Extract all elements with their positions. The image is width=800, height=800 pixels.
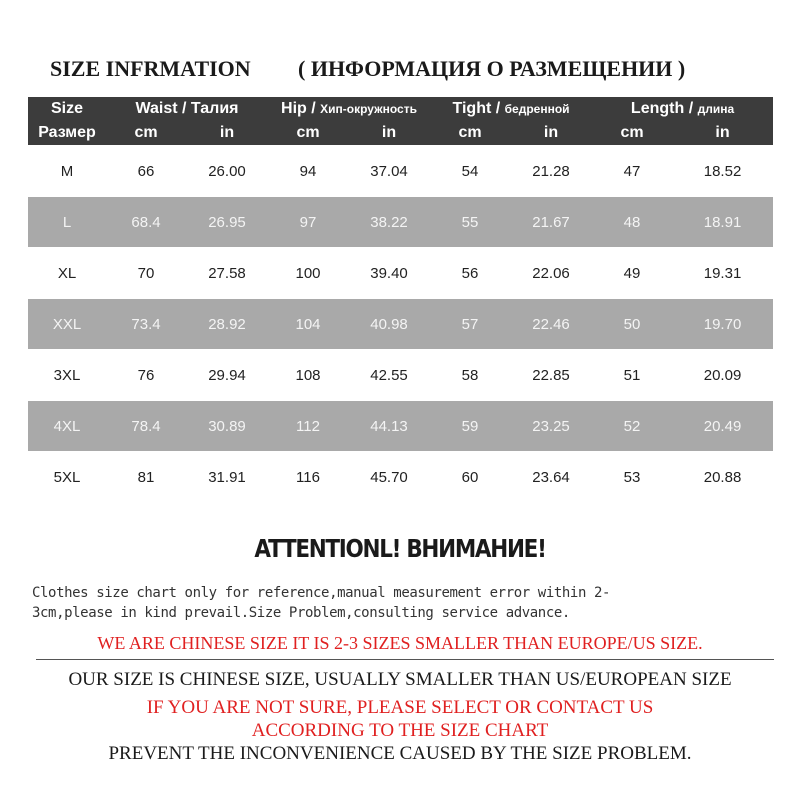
disclaimer-line: 3cm,please in kind prevail.Size Problem,consulting service advance. [32,605,570,621]
header-hip: Hip / Хип-окружность [268,97,430,121]
measurement-cell: 100 [268,248,348,299]
measurement-cell: 60 [430,452,510,503]
measurement-cell: 68.4 [106,197,186,248]
header-sub-cell: cm [430,121,510,146]
table-row [28,299,773,350]
measurement-cell: 28.92 [186,299,268,350]
measurement-cell: 94 [268,146,348,197]
table-row [28,248,773,299]
size-label-cell: M [28,146,106,197]
measurement-cell: 58 [430,350,510,401]
measurement-cell: 21.28 [510,146,592,197]
measurement-cell: 20.88 [672,452,773,503]
size-label-cell: XXL [28,299,106,350]
table-row [28,452,773,503]
size-chart-note: ACCORDING TO THE SIZE CHART [251,720,549,741]
measurement-cell: 97 [268,197,348,248]
measurement-cell: 104 [268,299,348,350]
measurement-cell: 108 [268,350,348,401]
size-label-cell: L [28,197,106,248]
measurement-cell: 27.58 [186,248,268,299]
measurement-cell: 44.13 [348,401,430,452]
measurement-cell: 76 [106,350,186,401]
measurement-cell: 18.52 [672,146,773,197]
measurement-cell: 56 [430,248,510,299]
measurement-cell: 37.04 [348,146,430,197]
table-row [28,350,773,401]
measurement-cell: 57 [430,299,510,350]
measurement-cell: 47 [592,146,672,197]
size-label-cell: XL [28,248,106,299]
measurement-cell: 38.22 [348,197,430,248]
table-row [28,401,773,452]
measurement-cell: 116 [268,452,348,503]
measurement-cell: 78.4 [106,401,186,452]
measurement-cell: 70 [106,248,186,299]
measurement-cell: 53 [592,452,672,503]
measurement-cell: 59 [430,401,510,452]
measurement-cell: 55 [430,197,510,248]
header-length: Length / длина [592,97,773,121]
measurement-cell: 112 [268,401,348,452]
title-russian: ( ИНФОРМАЦИЯ О РАЗМЕЩЕНИИ ) [298,56,686,81]
size-label-cell: 3XL [28,350,106,401]
measurement-cell: 49 [592,248,672,299]
divider [36,659,774,660]
disclaimer-line: Clothes size chart only for reference,manual measurement error within 2- [32,585,611,601]
measurement-cell: 29.94 [186,350,268,401]
header-sub-cell: in [348,121,430,146]
measurement-cell: 19.70 [672,299,773,350]
header-sub-cell: in [510,121,592,146]
measurement-cell: 22.46 [510,299,592,350]
attention-heading: ATTENTIONL! ВНИМАНИЕ! [254,534,546,563]
measurement-cell: 54 [430,146,510,197]
measurement-cell: 66 [106,146,186,197]
measurement-cell: 42.55 [348,350,430,401]
header-sub-cell: cm [592,121,672,146]
measurement-cell: 19.31 [672,248,773,299]
size-label-cell: 4XL [28,401,106,452]
measurement-cell: 23.25 [510,401,592,452]
header-sub-cell: in [186,121,268,146]
measurement-cell: 73.4 [106,299,186,350]
header-sub-cell: Размер [28,121,106,146]
header-sub-cell: cm [268,121,348,146]
table-row [28,197,773,248]
measurement-cell: 22.85 [510,350,592,401]
measurement-cell: 20.49 [672,401,773,452]
not-sure-note: IF YOU ARE NOT SURE, PLEASE SELECT OR CONTACT US [146,697,654,718]
measurement-cell: 26.00 [186,146,268,197]
disclaimer-text [32,583,772,623]
prevent-note: PREVENT THE INCONVENIENCE CAUSED BY THE SIZE PROBLEM. [108,743,692,764]
measurement-cell: 51 [592,350,672,401]
measurement-cell: 48 [592,197,672,248]
title-english: SIZE INFRMATION [50,56,251,81]
header-row-sub [28,121,773,146]
table-row [28,146,773,197]
measurement-cell: 40.98 [348,299,430,350]
header-waist: Waist / Талия [106,97,268,121]
measurement-cell: 22.06 [510,248,592,299]
header-sub-cell: cm [106,121,186,146]
measurement-cell: 21.67 [510,197,592,248]
measurement-cell: 23.64 [510,452,592,503]
measurement-cell: 81 [106,452,186,503]
header-sub-cell: in [672,121,773,146]
measurement-cell: 18.91 [672,197,773,248]
size-table [28,97,773,502]
measurement-cell: 20.09 [672,350,773,401]
measurement-cell: 50 [592,299,672,350]
measurement-cell: 45.70 [348,452,430,503]
page-title [0,52,800,86]
our-size-note: OUR SIZE IS CHINESE SIZE, USUALLY SMALLER THAN US/EUROPEAN SIZE [68,669,732,690]
measurement-cell: 31.91 [186,452,268,503]
measurement-cell: 26.95 [186,197,268,248]
measurement-cell: 39.40 [348,248,430,299]
measurement-cell: 30.89 [186,401,268,452]
header-row-top [28,97,773,121]
measurement-cell: 52 [592,401,672,452]
header-tight: Tight / бедренной [430,97,592,121]
size-label-cell: 5XL [28,452,106,503]
chinese-size-warning: WE ARE CHINESE SIZE IT IS 2-3 SIZES SMALLER THAN EUROPE/US SIZE. [97,633,703,653]
header-size: Size [28,97,106,121]
